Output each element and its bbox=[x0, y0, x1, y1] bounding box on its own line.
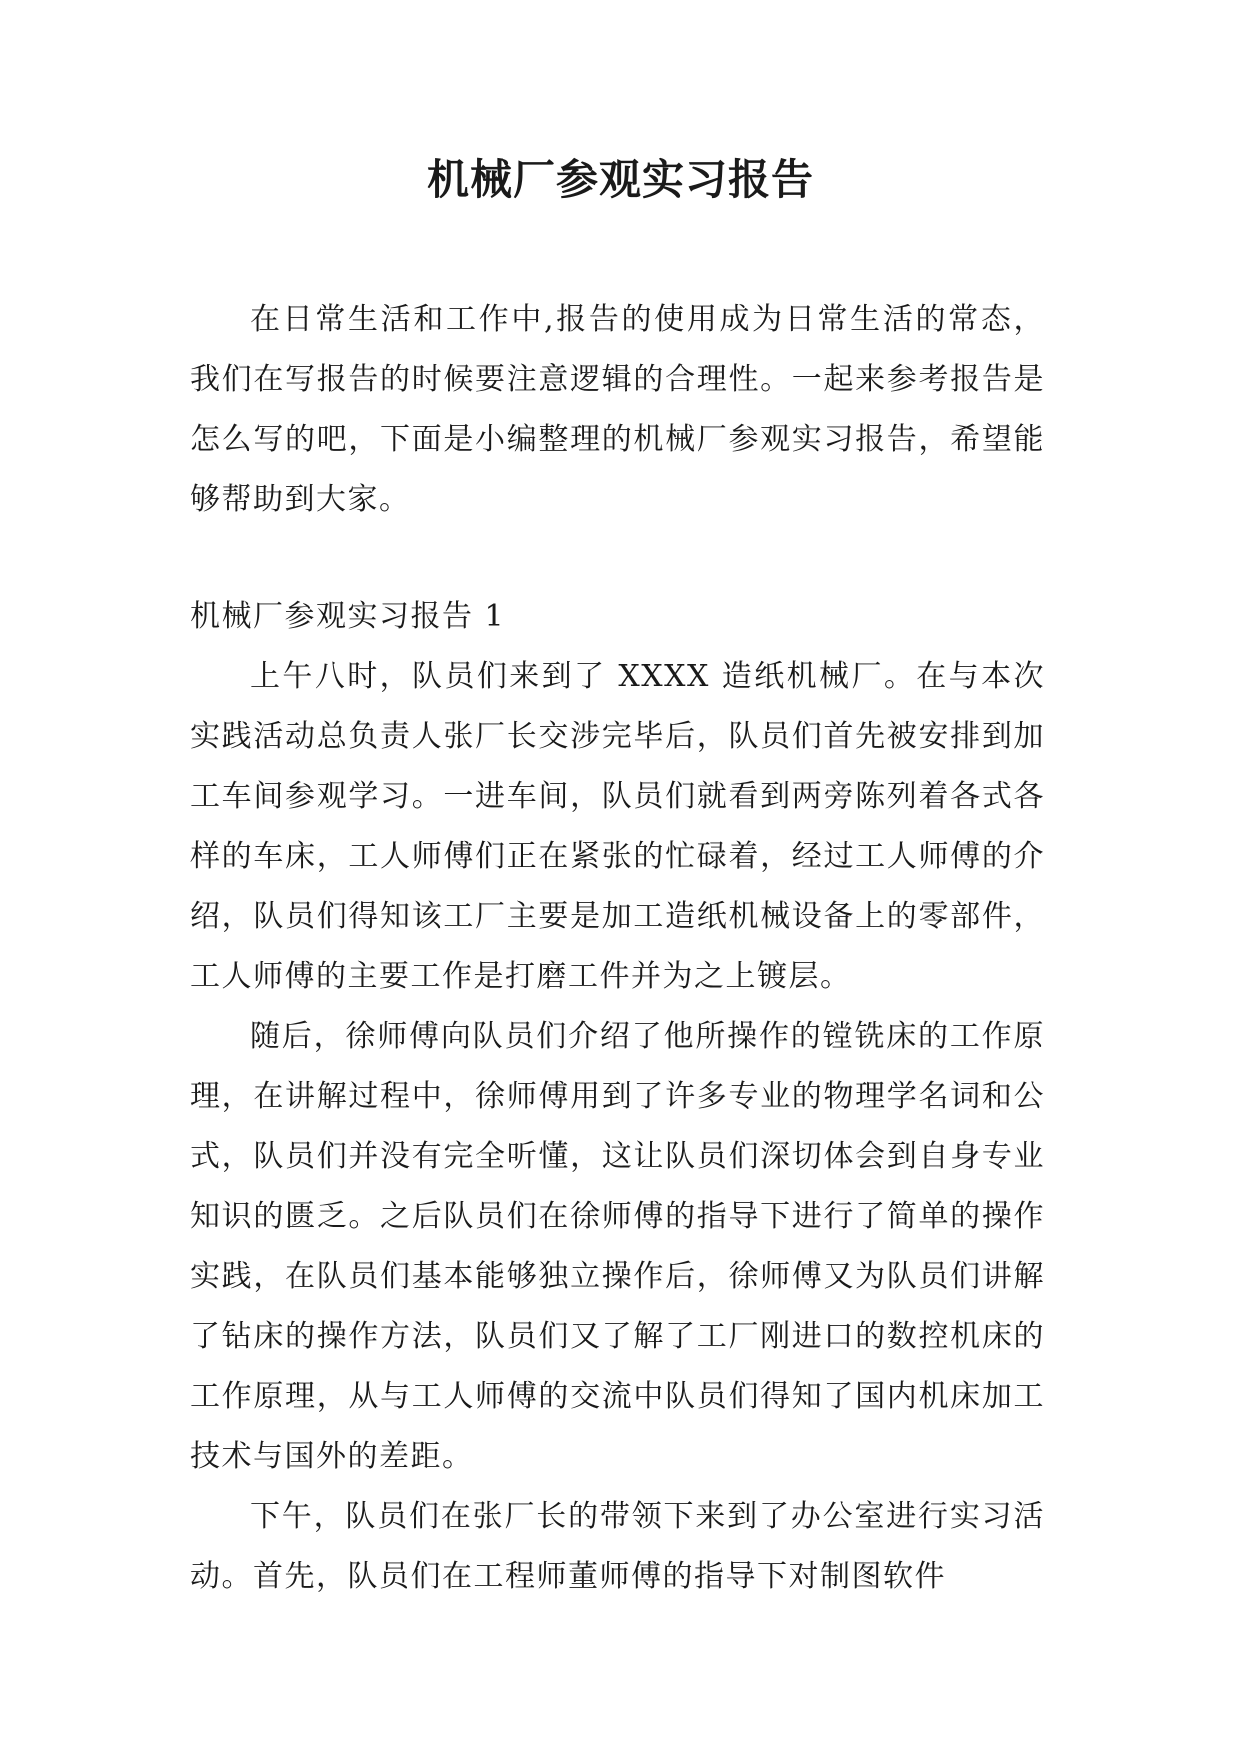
section-heading: 机械厂参观实习报告 1 bbox=[190, 599, 506, 634]
document-body bbox=[190, 290, 1045, 1607]
body-paragraph: 随后，徐师傅向队员们介绍了他所操作的镗铣床的工作原理，在讲解过程中，徐师傅用到了许多专业的物理学名词和公式，队员们并没有完全听懂，这让队员们深切体会到自身专业知识的匮乏。之后队员们在徐师傅的指导下进行了简单的操作实践，在队员们基本能够独立操作后，徐师傅又为队员们讲解了钻床的操作方法，队员们又了解了工厂刚进口的数控机床的工作原理，从与工人师傅的交流中队员们得知了国内机床加工技术与国外的差距。 bbox=[190, 1019, 1045, 1474]
body-paragraph: 下午，队员们在张厂长的带领下来到了办公室进行实习活动。首先，队员们在工程师董师傅的指导下对制图软件 bbox=[190, 1499, 1045, 1594]
document-title: 机械厂参观实习报告 bbox=[426, 155, 814, 204]
body-paragraph: 上午八时，队员们来到了 XXXX 造纸机械厂。在与本次实践活动总负责人张厂长交涉完毕后，队员们首先被安排到加工车间参观学习。一进车间，队员们就看到两旁陈列着各式各样的车床，工人师傅们正在紧张的忙碌着，经过工人师傅的介绍，队员们得知该工厂主要是加工造纸机械设备上的零部件，工人师傅的主要工作是打磨工件并为之上镀层。 bbox=[190, 659, 1045, 994]
intro-paragraph: 在日常生活和工作中,报告的使用成为日常生活的常态，我们在写报告的时候要注意逻辑的合理性。一起来参考报告是怎么写的吧，下面是小编整理的机械厂参观实习报告，希望能够帮助到大家。 bbox=[190, 302, 1045, 517]
paragraph-spacer bbox=[190, 530, 1045, 587]
